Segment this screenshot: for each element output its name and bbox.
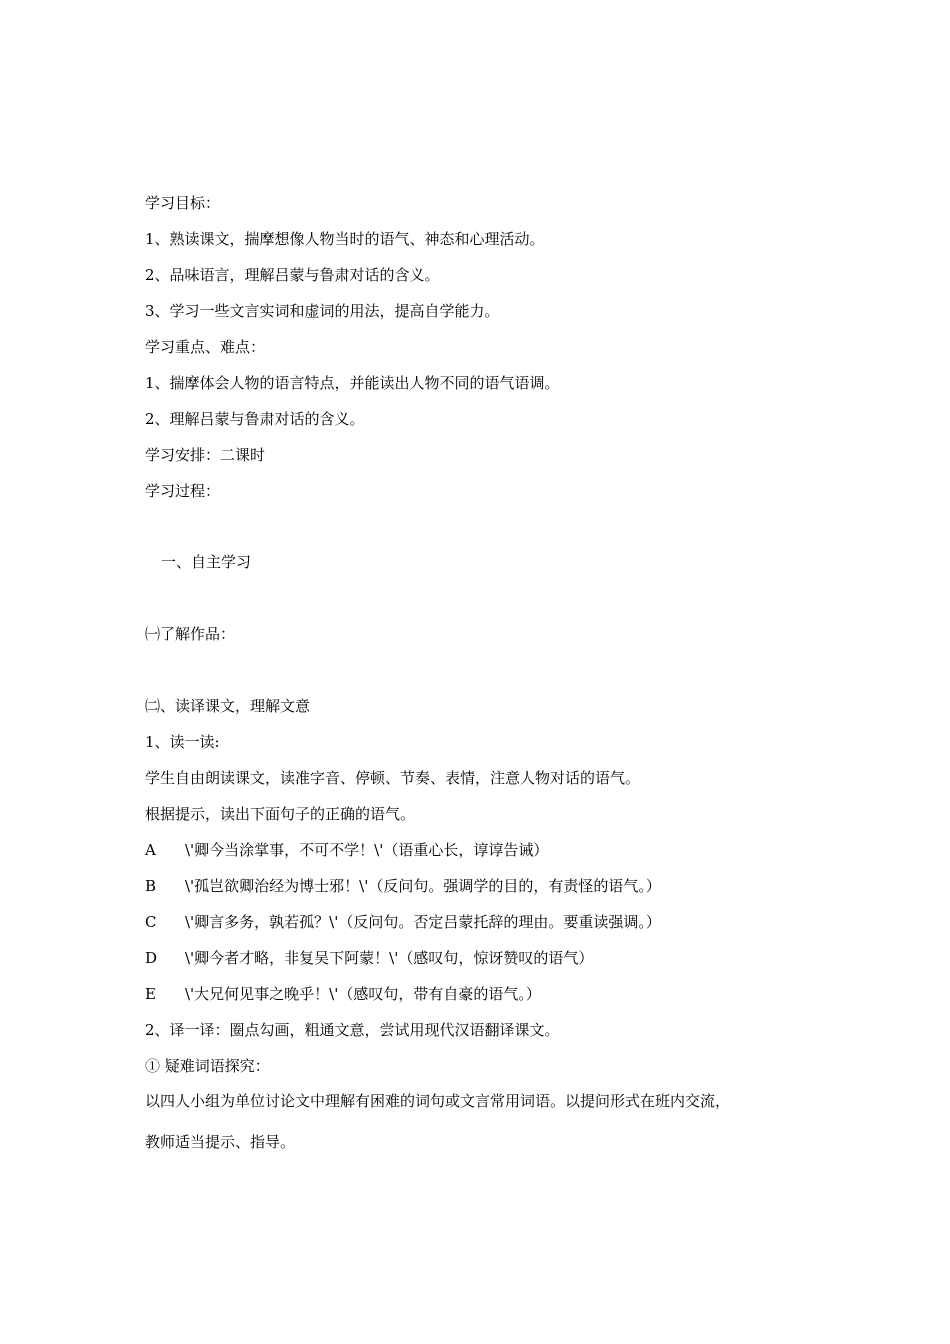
heading-learning-goals: 学习目标： [145,194,221,212]
section-self-study: 一、自主学习 [161,553,252,571]
group-discussion-line-2: 教师适当提示、指导。 [145,1133,296,1151]
option-text: \'大兄何见事之晚乎！\'（感叹句，带有自豪的语气。） [185,985,541,1003]
group-discussion-line-1: 以四人小组为单位讨论文中理解有困难的词句或文言常用词语。以提问形式在班内交流， [145,1092,731,1110]
difficult-words-heading: ① 疑难词语探究： [145,1057,270,1075]
heading-key-points: 学习重点、难点： [145,338,266,356]
goal-item-3: 3、学习一些文言实词和虚词的用法，提高自学能力。 [145,302,500,320]
option-letter: D [145,949,158,967]
option-c [145,912,661,932]
option-a [145,840,548,860]
subsection-read-translate: ㈡、读译课文，理解文意 [145,697,311,715]
option-e [145,984,541,1004]
heading-process: 学习过程： [145,482,221,500]
key-point-1: 1、揣摩体会人物的语言特点，并能读出人物不同的语气语调。 [145,374,560,392]
key-point-2: 2、理解吕蒙与鲁肃对话的含义。 [145,410,365,428]
option-text: \'孤岂欲卿治经为博士邪！\'（反问句。强调学的目的，有责怪的语气。） [185,877,661,895]
read-instruction: 学生自由朗读课文，读准字音、停顿、节奏、表情，注意人物对话的语气。 [145,769,641,787]
option-letter: E [145,985,156,1003]
option-text: \'卿言多务，孰若孤？\'（反问句。否定吕蒙托辞的理由。要重读强调。） [185,913,661,931]
subsection-understand-work: ㈠了解作品： [145,625,236,643]
goal-item-1: 1、熟读课文，揣摩想像人物当时的语气、神态和心理活动。 [145,230,545,248]
goal-item-2: 2、品味语言，理解吕蒙与鲁肃对话的含义。 [145,266,440,284]
option-letter: C [145,913,157,931]
option-b [145,876,661,896]
option-letter: A [145,841,156,859]
option-text: \'卿今当涂掌事，不可不学！\'（语重心长，谆谆告诫） [185,841,549,859]
step-translate: 2、译一译：圈点勾画，粗通文意，尝试用现代汉语翻译课文。 [145,1021,560,1039]
schedule-line: 学习安排：二课时 [145,446,266,464]
step-read: 1、读一读: [145,733,220,751]
tone-instruction: 根据提示，读出下面句子的正确的语气。 [145,805,416,823]
option-letter: B [145,877,157,895]
option-d [145,948,593,968]
option-text: \'卿今者才略，非复吴下阿蒙！\'（感叹句，惊讶赞叹的语气） [185,949,594,967]
